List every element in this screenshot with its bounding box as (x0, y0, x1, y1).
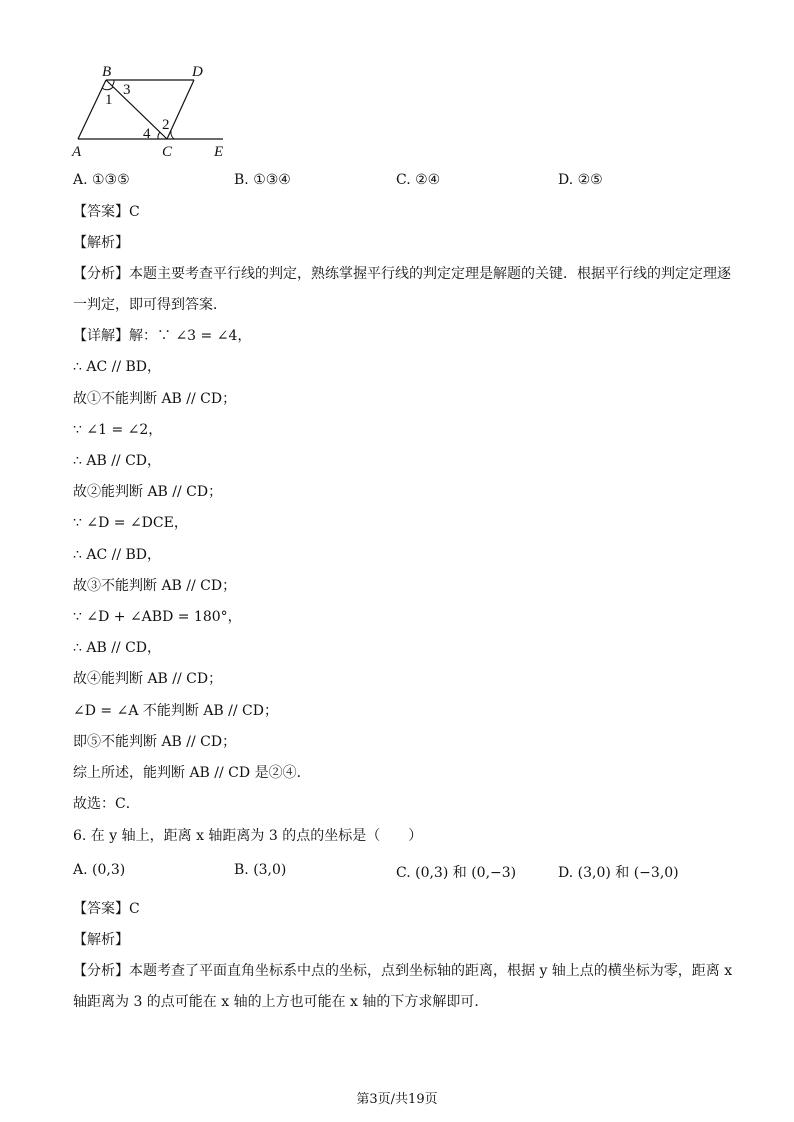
q5-step: ∠D = ∠A 不能判断 AB // CD； (73, 703, 278, 719)
q5-step: ∵ ∠1 = ∠2， (73, 422, 163, 438)
q6-option-a: A. (0,3) (73, 862, 126, 878)
q5-step: ∴ AC // BD， (73, 359, 162, 375)
q5-step: ∴ AC // BD， (73, 547, 162, 563)
line-AB (78, 80, 106, 139)
q5-step: 综上所述，能判断 AB // CD 是②④． (73, 765, 311, 781)
q6-analysis-line-2: 轴距离为 3 的点可能在 x 轴的上方也可能在 x 轴的下方求解即可． (73, 994, 489, 1010)
q6-option-b: B. (3,0) (234, 862, 287, 878)
q6-analysis-line-1: 【分析】本题考查了平面直角坐标系中点的坐标，点到坐标轴的距离，根据 y 轴上点的横坐标为零，距离 x (73, 963, 733, 979)
page-footer: 第3页/共19页 (356, 1092, 438, 1107)
angle-label-2: 2 (162, 117, 170, 133)
q5-jiexi: 【解析】 (73, 235, 129, 251)
q6-options (0, 862, 794, 886)
q5-step: ∵ ∠D = ∠DCE， (73, 515, 188, 531)
angle-label-4: 4 (143, 126, 151, 142)
q5-step: 故选：C． (73, 796, 140, 812)
q5-analysis-line-2: 一判定，即可得到答案． (73, 297, 227, 313)
q5-step: ∴ AB // CD， (73, 640, 162, 656)
label-B: B (102, 64, 112, 80)
q5-step: ∴ AB // CD， (73, 453, 162, 469)
q5-step: 故④能判断 AB // CD； (73, 671, 223, 687)
label-A: A (72, 144, 82, 160)
angle-label-1: 1 (105, 92, 113, 108)
q6-option-c: C. (0,3) 和 (0,−3) (396, 865, 517, 881)
angle-label-3: 3 (123, 82, 131, 98)
angle-mark-3 (112, 80, 114, 86)
q6-jiexi: 【解析】 (73, 932, 129, 948)
q5-step: 故①不能判断 AB // CD； (73, 391, 237, 407)
q5-option-b: B. ①③④ (234, 172, 291, 188)
q5-step: 故②能判断 AB // CD； (73, 484, 223, 500)
label-D: D (192, 64, 203, 80)
q5-options (0, 172, 794, 196)
parallelogram-figure (68, 58, 268, 168)
q5-step: ∵ ∠D + ∠ABD = 180°， (73, 609, 242, 625)
q5-option-a: A. ①③⑤ (73, 172, 130, 188)
q5-step: 即⑤不能判断 AB // CD； (73, 734, 237, 750)
q6-stem: 6. 在 y 轴上，距离 x 轴距离为 3 的点的坐标是（ ） (73, 828, 423, 844)
angle-mark-1 (102, 87, 113, 90)
q6-option-d: D. (3,0) 和 (−3,0) (558, 865, 679, 881)
angle-mark-2 (171, 131, 174, 139)
q5-analysis-line-1: 【分析】本题主要考查平行线的判定，熟练掌握平行线的判定定理是解题的关键．根据平行线的判定定理逐 (73, 266, 731, 282)
label-C: C (162, 144, 173, 160)
q5-step: 【详解】解：∵ ∠3 = ∠4， (73, 328, 252, 344)
q5-option-d: D. ②⑤ (558, 172, 603, 188)
angle-mark-4 (158, 132, 160, 139)
q6-answer: 【答案】C (73, 901, 140, 917)
figure-svg (68, 58, 268, 168)
line-BC (106, 80, 167, 139)
line-DC (167, 80, 194, 139)
q5-step: 故③不能判断 AB // CD； (73, 578, 237, 594)
label-E: E (214, 144, 224, 160)
q5-option-c: C. ②④ (396, 172, 441, 188)
q5-answer: 【答案】C (73, 204, 140, 220)
